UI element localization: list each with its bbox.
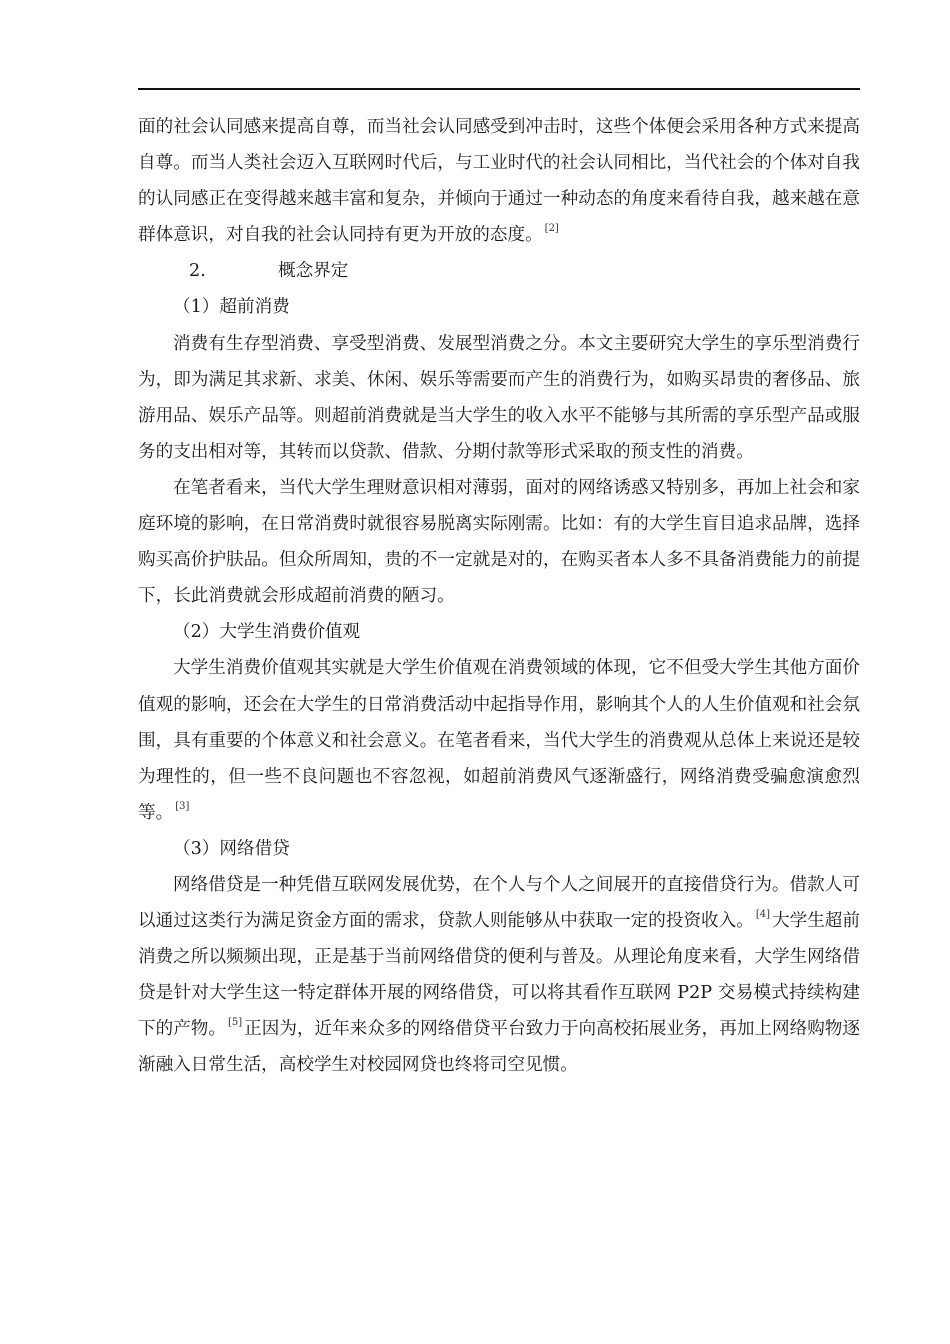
document-body (138, 109, 860, 1084)
paragraph-text: 大学生消费价值观其实就是大学生价值观在消费领域的体现，它不但受大学生其他方面价值观的影响，还会在大学生的日常消费活动中起指导作用，影响其个人的人生价值观和社会氛围，具有重要的个体意义和社会意义。在笔者看来，当代大学生的消费观从总体上来说还是较为理性的，但一些不良问题也不容忽视，如超前消费风气逐渐盛行，网络消费受骗愈演愈烈等。 (138, 658, 860, 823)
paragraph-text: 面的社会认同感来提高自尊，而当社会认同感受到冲击时，这些个体便会采用各种方式来提高自尊。而当人类社会迈入互联网时代后，与工业时代的社会认同相比，当代社会的个体对自我的认同感正在变得越来越丰富和复杂，并倾向于通过一种动态的角度来看待自我，越来越在意群体意识，对自我的社会认同持有更为开放的态度。 (138, 117, 860, 246)
section-heading-concept-definition (138, 253, 860, 289)
citation-ref: [2] (544, 223, 559, 235)
paragraph-text: 正因为，近年来众多的网络借贷平台致力于向高校拓展业务，再加上网络购物逐渐融入日常生活，高校学生对校园网贷也终将司空见惯。 (138, 1019, 860, 1076)
citation-ref: [4] (755, 909, 770, 921)
paragraph-consumption-types: 消费有生存型消费、享受型消费、发展型消费之分。本文主要研究大学生的享乐型消费行为，即为满足其求新、求美、休闲、娱乐等需要而产生的消费行为，如购买昂贵的奢侈品、旅游用品、娱乐产品等。则超前消费就是当大学生的收入水平不能够与其所需的享乐型产品或服务的支出相对等，其转而以贷款、借款、分期付款等形式采取的预支性的消费。 (138, 333, 860, 462)
paragraph-online-lending (138, 867, 860, 1084)
section-number: 2. (189, 261, 206, 282)
paragraph-author-view: 在笔者看来，当代大学生理财意识相对薄弱，面对的网络诱惑又特别多，再加上社会和家庭环境的影响，在日常消费时就很容易脱离实际刚需。比如：有的大学生盲目追求品牌，选择购买高价护肤品。但众所周知，贵的不一定就是对的，在购买者本人多不具备消费能力的前提下，长此消费就会形成超前消费的陋习。 (138, 477, 860, 607)
paragraph-social-identity (138, 109, 860, 253)
section-title: 概念界定 (278, 261, 349, 282)
header-rule (138, 88, 860, 90)
citation-ref: [5] (227, 1017, 243, 1029)
subheading-online-lending: （3）网络借贷 (173, 838, 290, 859)
citation-ref: [3] (175, 800, 190, 812)
paragraph-text: 大学生超前消费之所以频频出现，正是基于当前网络借贷的便利与普及。从理论角度来看，大学生网络借贷是针对大学生这一特定群体开展的网络借贷，可以将其看作互联网 P2P 交易模式持续构建下的产物。 (138, 911, 860, 1040)
paragraph-consumption-values (138, 650, 860, 830)
subheading-consumption-values: （2）大学生消费价值观 (173, 622, 361, 643)
paragraph-text: 网络借贷是一种凭借互联网发展优势，在个人与个人之间展开的直接借贷行为。借款人可以通过这类行为满足资金方面的需求，贷款人则能够从中获取一定的投资收入。 (138, 874, 860, 932)
subheading-advance-consumption: （1）超前消费 (173, 297, 290, 318)
